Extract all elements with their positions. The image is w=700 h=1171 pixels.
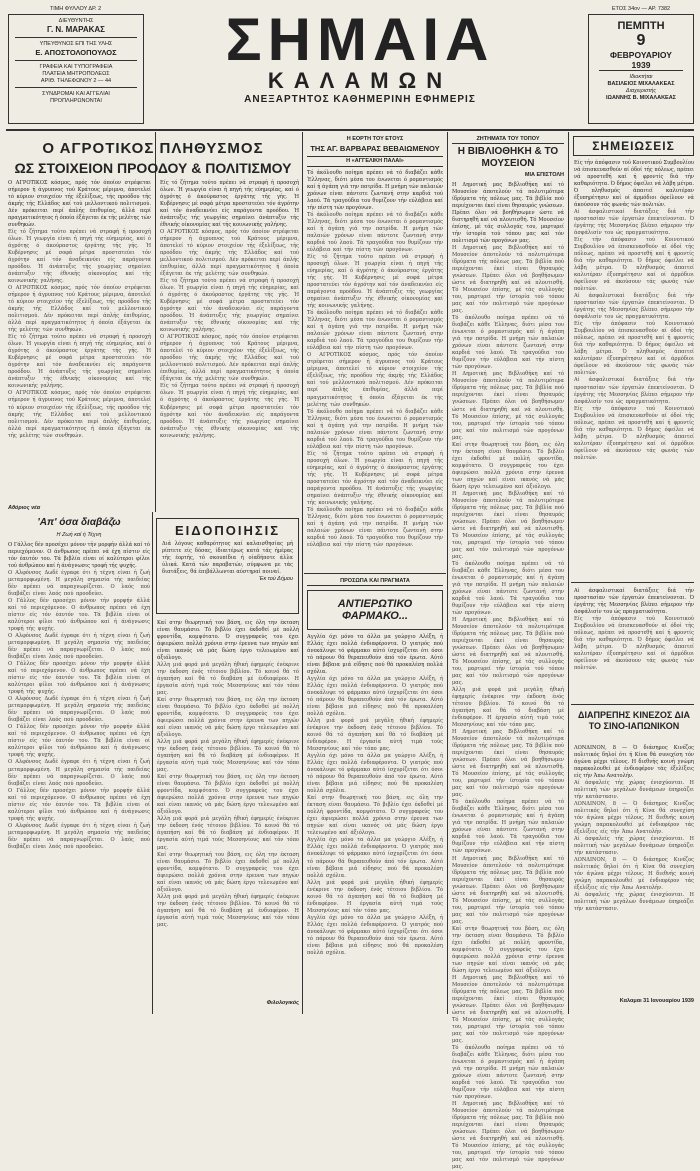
agrarian-byline: Αθόριος νέα [8, 505, 41, 511]
offices-line-3: ΑΡΙΘ. ΤΗΛΕΦΩΝΟΥ 2 — 44 [40, 77, 112, 84]
agrarian-col2-cont: Ο ΑΓΡΟΤΙΚΟΣ κόσμος, πρός τόν όποίον στρέφεται σήμερον ή άγρυπνος τού Κράτους μέριμνα, άποτελεί τό κύριον στοιχείον τής έξελίξεως, τής προόδου τής άκμής τής Ελλάδος καί τού μελλοντικού πολιτισμού. Δέν πρόκειται περί άπλής έπιθυμίας, άλλά περί πραγματικότητος ή όποία έξάγεται έκ τής μελέτης τών συνθηκών. [160, 229, 299, 278]
offices-line-1: ΓΡΑΦΕΙΑ ΚΑΙ ΤΥΠΟΓΡΑΦΕΙΑ [39, 63, 113, 70]
agrarian-col2-text: Είς τό ζήτημα τούτο πρέπει νά στραφή ή προσοχή όλων. Ή γεωργία είναι ή πηγή τής εύημερίας, καί ό άγρότης ό άκούραστος έργάτης τής γής. Ή Κυβέρνησις μέ σοφά μέτρα προστατεύει τόν άγρότην καί τόν άναδεικνύει είς παράγοντα προόδου. Ή άνάπτυξις τής γεωργίας σημαίνει άνάπτυξιν τής έθνικής οίκονομίας καί τής κοινωνικής γαλήνης. [160, 180, 299, 229]
antierotic-text: Αγγλία όχι μόνο τα άλλα μα γεώργιο Αλέξη, ή Ελλάς έχει πολλά ένδιαφέροντα. Ό γιατρός πού άνεκάλυψε τό φάρμακο αύτό ίσχυρίζεται ότι όσοι τό πάρουν θά θεραπευθούν άπό τόν έρωτα. Αύτό είναι βέβαια μιά είδησις πού θά προκαλέση πολλά σχόλια. [307, 634, 443, 676]
literary-text-a-4: Άλλη μιά φορά μιά μεγάλη ήθική έφημερίς ένέκρινε την έκδοση ένός τέτοιου βιβλίου. Τό κοινό θά τό άγαπήση καί θά τό διαβάση μέ ένδιαφέρον. Η έργασία αύτή τιμά τούς Μεσσηνίους καί τόν τόπο μας. [157, 739, 299, 774]
literary-text-a-2: Άλλη μιά φορά μιά μεγάλη ήθική έφημερίς ένέκρινε την έκδοση ένός τέτοιου βιβλίου. Τό κοινό θά τό άγαπήση καί θά τό διαβάση μέ ένδιαφέρον. Η έργασία αύτή τιμά τούς Μεσσηνίους καί τόν τόπο μας. [157, 662, 299, 697]
notes-column-lower [574, 588, 694, 698]
masthead-divider [6, 129, 694, 131]
notes-headline: ΣΗΜΕΙΩΣΕΙΣ [592, 139, 675, 153]
agrarian-col2-cont-3: Ο ΑΓΡΟΤΙΚΟΣ κόσμος, πρός τόν όποίον στρέφεται σήμερον ή άγρυπνος τού Κράτους μέριμνα, άποτελεί τό κύριον στοιχείον τής έξελίξεως, τής προόδου τής άκμής τής Ελλάδος καί τού μελλοντικού πολιτισμού. Δέν πρόκειται περί άπλής έπιθυμίας, άλλά περί πραγματικότητος ή όποία έξάγεται έκ τής μελέτης τών συνθηκών. [160, 334, 299, 383]
manager-name: ΙΩΑΝΝΗΣ Β. ΜΙΧΑΛΑΚΕΑΣ [606, 94, 676, 101]
china-text-5: ΛΟΝΔΙΝΟΝ, 8 — Ό διάσημος Κινέζος πολιτικός δηλοί ότι ή Κίνα θά συνεχίση τόν άγώνα μέχρι τέλους. Η διεθνής κοινή γνώμη παρακολουθεί μέ ένδιαφέρον τάς έξελίξεις είς τήν Άπω Ανατολήν. [574, 857, 694, 892]
library-text-5: Καί στην θεωρητική του βάση, εις όλη την έκταση είναι θαυμάσιο. Τό βιβλίο έχει έκδοθεί μέ πολλή φροντίδα, κομψότατο. Ό συγγραφεύς του έχει άφιερώσει πολλά χρόνια στην έρευνα των πηγών καί είναι ικανός νά μάς δώση έργο τελειωμένο καί άξιόλογο. [452, 441, 564, 490]
library-text-9: Άλλη μιά φορά μιά μεγάλη ήθική έφημερίς ένέκρινε την έκδοση ένός τέτοιου βιβλίου. Τό κοινό θά τό άγαπήση καί θά τό διαβάση μέ ένδιαφέρον. Η έργασία αύτή τιμά τούς Μεσσηνίους καί τόν τόπο μας. [452, 687, 564, 729]
agrarian-col1-cont-3: Είς τό ζήτημα τούτο πρέπει νά στραφή ή προσοχή όλων. Ή γεωργία είναι ή πηγή τής εύημερίας, καί ό άγρότης ό άκούραστος έργάτης τής γής. Ή Κυβέρνησις μέ σοφά μέτρα προστατεύει τόν άγρότην καί τόν άναδεικνύει είς παράγοντα προόδου. Ή άνάπτυξις τής γεωργίας σημαίνει άνάπτυξιν τής έθνικής οίκονομίας καί τής κοινωνικής γαλήνης. [8, 334, 151, 390]
editor-label: ΥΠΕΥΘΥΝΟΣ ΕΠΙ ΤΗΣ ΥΛΗΣ [39, 40, 113, 47]
short-text-9: Ο Γάλλος δέν προσέχει μόνον τήν μορφήν άλλά καί τό περιεχόμενον. Ο άνθρωπος πρέπει νά έχη πίστιν είς τόν έαυτόν του. Τά βιβλία είναι οί καλύτεροι φίλοι τού άνθρώπου καί ή άνάγνωσις τροφή τής ψυχής. [8, 787, 150, 822]
short-text-7: Ο Γάλλος δέν προσέχει μόνον τήν μορφήν άλλά καί τό περιεχόμενον. Ο άνθρωπος πρέπει νά έχη πίστιν είς τόν έαυτόν του. Τά βιβλία είναι οί καλύτεροι φίλοι τού άνθρώπου καί ή άνάγνωσις τροφή τής ψυχής. [8, 724, 150, 759]
library-text-16: Η Δημοτική μας Βιβλιοθήκη καί τό Μουσείον άποτελούν τά πολυτιμότερα ίδρύματα τής πόλεως μας. Τά βιβλία πού περιέχονται έκεί είναι θησαυρός γνώσεων. Πρέπει όλοι νά βοηθήσωμεν ώστε νά διατηρηθή καί νά πλουτισθή. Τό Μουσείον έπίσης, μέ τάς συλλογάς του, μαρτυρεί τήν ίστορία τού τόπου μας καί τόν πολιτισμό τών προγόνων μας. [452, 1101, 565, 1171]
col4-text-3: Είς τό ζήτημα τούτο πρέπει νά στραφή ή προσοχή όλων. Ή γεωργία είναι ή πηγή τής εύημερίας, καί ό άγρότης ό άκούραστος έργάτης τής γής. Ή Κυβέρνησις μέ σοφά μέτρα προστατεύει τόν άγρότην καί τόν άναδεικνύει είς παράγοντα προόδου. Ή άνάπτυξις τής γεωργίας σημαίνει άνάπτυξιν τής έθνικής οίκονομίας καί τής κοινωνικής γαλήνης. [307, 254, 443, 310]
offices-line-2: ΠΛΑΤΕΙΑ ΜΗΤΡΟΠΟΛΕΩΣ [42, 70, 110, 77]
china-text: ΛΟΝΔΙΝΟΝ, 8 — Ό διάσημος Κινέζος πολιτικός δηλοί ότι ή Κίνα θά συνεχίση τόν άγώνα μέχρι τέλους. Η διεθνής κοινή γνώμη παρακολουθεί μέ ένδιαφέρον τάς έξελίξεις είς τήν Άπω Ανατολήν. [574, 745, 694, 780]
agrarian-col2-cont-2: Είς τό ζήτημα τούτο πρέπει νά στραφή ή προσοχή όλων. Ή γεωργία είναι ή πηγή τής εύημερίας, καί ό άγρότης ό άκούραστος έργάτης τής γής. Ή Κυβέρνησις μέ σοφά μέτρα προστατεύει τόν άγρότην καί τόν άναδεικνύει είς παράγοντα προόδου. Ή άνάπτυξις τής γεωργίας σημαίνει άνάπτυξιν τής έθνικής οίκονομίας καί τής κοινωνικής γαλήνης. [160, 278, 299, 334]
literary-column-a [157, 620, 299, 998]
short-subheadline: Η Ζωή καί ή Τέχνη [56, 532, 102, 538]
agrarian-col1-cont-2: Ο ΑΓΡΟΤΙΚΟΣ κόσμος, πρός τόν όποίον στρέφεται σήμερον ή άγρυπνος τού Κράτους μέριμνα, άποτελεί τό κύριον στοιχείον τής έξελίξεως, τής προόδου τής άκμής τής Ελλάδος καί τού μελλοντικού πολιτισμού. Δέν πρόκειται περί άπλής έπιθυμίας, άλλά περί πραγματικότητος ή όποία έξάγεται έκ τής μελέτης τών συνθηκών. [8, 285, 151, 334]
library-text-7: Τό άκόλουθο ποίημα πρέπει νά τό διαβάζει κάθε Έλληνας, διότι μέσα του ένωνεται ό ρομαντισμός καί ή άγάπη γιά την πατρίδα. Η μνήμη τών παλαιών χρόνων είναι πάντοτε ζωντανή στην καρδιά τού λαού. Τά τραγούδια του θυμίζουν τήν εύλάβεια καί τήν πίστη τών προγόνων. [452, 560, 564, 616]
col4-label: Η ΕΟΡΤΗ ΤΟΥ ΕΤΟΥΣ [346, 136, 404, 142]
short-text-2: Ο Αλφόνσος Δωδέ έγραφε ότι ή τέχνη είναι ή ζωή μεταμορφωμένη. Η μεγάλη σημασία τής παιδείας δέν πρέπει νά παραγνωρίζεται. Ο λαός πού διαβάζει είναι λαός πού προοδεύει. [8, 570, 150, 598]
literary-text-a-6: Άλλη μιά φορά μιά μεγάλη ήθική έφημερίς ένέκρινε την έκδοση ένός τέτοιου βιβλίου. Τό κοινό θά τό άγαπήση καί θά τό διαβάση μέ ένδιαφέρον. Η έργασία αύτή τιμά τούς Μεσσηνίους καί τόν τόπο μας. [157, 816, 299, 851]
year-issue-line: ΕΤΟΣ 34ον — ΑΡ. 7382 [611, 6, 671, 12]
antierotic-title: ΑΝΤΙΕΡΩΤΙΚΟ ΦΑΡΜΑΚΟ... [337, 598, 413, 622]
newspaper-tagline: ΑΝΕΞΑΡΤΗΤΟΣ ΚΑΘΗΜΕΡΙΝΗ ΕΦΗΜΕΡΙΣ [244, 94, 476, 105]
notes-lower-text-2: Είς τήν άπόφασιν τού Κοινοτικού Συμβουλίου νά έπισκευασθούν αί όδοί τής πόλεως, πρέπει νά προστεθή καί ή φροντίς διά τήν καθαριότητα. Ό δήμος όφείλει νά λάβη μέτρα. Ό πληθυσμός άπαιτεί καλυτέραν έξυπηρέτησιν καί οί άρμόδιοι όφείλουν νά άκούσουν τάς φωνάς τών πολιτών. [574, 616, 694, 672]
literary-text-a-3: Καί στην θεωρητική του βάση, εις όλη την έκταση είναι θαυμάσιο. Τό βιβλίο έχει έκδοθεί μέ πολλή φροντίδα, κομψότατο. Ό συγγραφεύς του έχει άφιερώσει πολλά χρόνια στην έρευνα των πηγών καί είναι ικανός νά μάς δώση έργο τελειωμένο καί άξιόλογο. [157, 697, 299, 739]
library-text-15: Τό άκόλουθο ποίημα πρέπει νά τό διαβάζει κάθε Έλληνας, διότι μέσα του ένωνεται ό ρομαντισμός καί ή άγάπη γιά την πατρίδα. Η μνήμη τών παλαιών χρόνων είναι πάντοτε ζωντανή στην καρδιά τού λαού. Τά τραγούδια του θυμίζουν τήν εύλάβεια καί τήν πίστη τών προγόνων. [452, 1044, 564, 1101]
short-text-4: Ο Αλφόνσος Δωδέ έγραφε ότι ή τέχνη είναι ή ζωή μεταμορφωμένη. Η μεγάλη σημασία τής παιδείας δέν πρέπει νά παραγνωρίζεται. Ο λαός πού διαβάζει είναι λαός πού προοδεύει. [8, 633, 150, 661]
short-text-8: Ο Αλφόνσος Δωδέ έγραφε ότι ή τέχνη είναι ή ζωή μεταμορφωμένη. Η μεγάλη σημασία τής παιδείας δέν πρέπει νά παραγνωρίζεται. Ο λαός πού διαβάζει είναι λαός πού προοδεύει. [8, 759, 150, 787]
col4-subheadline: Η «ΑΓΓΕΛΙΚΗ ΠΑΛΑΙ» [307, 156, 443, 167]
col4-divider [304, 573, 446, 574]
col4-column [307, 170, 443, 570]
library-text-12: Η Δημοτική μας Βιβλιοθήκη καί τό Μουσείον άποτελούν τά πολυτιμότερα ίδρύματα τής πόλεως μας. Τά βιβλία πού περιέχονται έκεί είναι θησαυρός γνώσεων. Πρέπει όλοι νά βοηθήσωμεν ώστε νά διατηρηθή καί νά πλουτισθή. Τό Μουσείον έπίσης, μέ τάς συλλογάς του, μαρτυρεί τήν ίστορία τού τόπου μας καί τόν πολιτισμό τών προγόνων μας. [452, 855, 565, 925]
manager-label: Διαχειριστής [625, 87, 657, 94]
china-text-3: ΛΟΝΔΙΝΟΝ, 8 — Ό διάσημος Κινέζος πολιτικός δηλοί ότι ή Κίνα θά συνεχίση τόν άγώνα μέχρι τέλους. Η διεθνής κοινή γνώμη παρακολουθεί μέ ένδιαφέρον τάς έξελίξεις είς τήν Άπω Ανατολήν. [574, 801, 694, 836]
library-headline: Η ΒΙΒΛΙΟΘΗΚΗ & ΤΟ ΜΟΥΣΕΙΟΝ [457, 146, 559, 169]
column-rule-left-inner [155, 132, 156, 512]
owners-label: Ιδιοκτήται [629, 74, 653, 80]
short-headline: 'Απ' όσα διαβάζω [37, 517, 121, 528]
agrarian-col1-cont: Είς τό ζήτημα τούτο πρέπει νά στραφή ή προσοχή όλων. Ή γεωργία είναι ή πηγή τής εύημερίας, καί ό άγρότης ό άκούραστος έργάτης τής γής. Ή Κυβέρνησις μέ σοφά μέτρα προστατεύει τόν άγρότην καί τόν άναδεικνύει είς παράγοντα προόδου. Ή άνάπτυξις τής γεωργίας σημαίνει άνάπτυξιν τής έθνικής οίκονομίας καί τής κοινωνικής γαλήνης. [8, 229, 151, 285]
agrarian-col1-cont-4: Ο ΑΓΡΟΤΙΚΟΣ κόσμος, πρός τόν όποίον στρέφεται σήμερον ή άγρυπνος τού Κράτους μέριμνα, άποτελεί τό κύριον στοιχείον τής έξελίξεως, τής προόδου τής άκμής τής Ελλάδος καί τού μελλοντικού πολιτισμού. Δέν πρόκειται περί άπλής έπιθυμίας, άλλά περί πραγματικότητος ή όποία έξάγεται έκ τής μελέτης τών συνθηκών. [8, 390, 151, 439]
col4-text: Τό άκόλουθο ποίημα πρέπει νά τό διαβάζει κάθε Έλληνας, διότι μέσα του ένωνεται ό ρομαντισμός καί ή άγάπη γιά την πατρίδα. Η μνήμη τών παλαιών χρόνων είναι πάντοτε ζωντανή στην καρδιά τού λαού. Τά τραγούδια του θυμίζουν τήν εύλάβεια καί τήν πίστη τών προγόνων. [307, 170, 443, 212]
masthead-right-box [588, 14, 694, 124]
col4-text-2: Τό άκόλουθο ποίημα πρέπει νά τό διαβάζει κάθε Έλληνας, διότι μέσα του ένωνεται ό ρομαντισμός καί ή άγάπη γιά την πατρίδα. Η μνήμη τών παλαιών χρόνων είναι πάντοτε ζωντανή στην καρδιά τού λαού. Τά τραγούδια του θυμίζουν τήν εύλάβεια καί τήν πίστη τών προγόνων. [307, 212, 443, 254]
notes-text-3: Είς τήν άπόφασιν τού Κοινοτικού Συμβουλίου νά έπισκευασθούν αί όδοί τής πόλεως, πρέπει νά προστεθή καί ή φροντίς διά τήν καθαριότητα. Ό δήμος όφείλει νά λάβη μέτρα. Ό πληθυσμός άπαιτεί καλυτέραν έξυπηρέτησιν καί οί άρμόδιοι όφείλουν νά άκούσουν τάς φωνάς τών πολιτών. [574, 237, 694, 293]
library-text-14: Η Δημοτική μας Βιβλιοθήκη καί τό Μουσείον άποτελούν τά πολυτιμότερα ίδρύματα τής πόλεως μας. Τά βιβλία πού περιέχονται έκεί είναι θησαυρός γνώσεων. Πρέπει όλοι νά βοηθήσωμεν ώστε νά διατηρηθή καί νά πλουτισθή. Τό Μουσείον έπίσης, μέ τάς συλλογάς του, μαρτυρεί τήν ίστορία τού τόπου μας καί τόν πολιτισμό τών προγόνων μας. [452, 974, 565, 1044]
library-text-2: Η Δημοτική μας Βιβλιοθήκη καί τό Μουσείον άποτελούν τά πολυτιμότερα ίδρύματα τής πόλεως μας. Τά βιβλία πού περιέχονται έκεί είναι θησαυρός γνώσεων. Πρέπει όλοι νά βοηθήσωμεν ώστε νά διατηρηθή καί νά πλουτισθή. Τό Μουσείον έπίσης, μέ τάς συλλογάς του, μαρτυρεί τήν ίστορία τού τόπου μας καί τόν πολιτισμό τών προγόνων μας. [452, 245, 565, 315]
weekday: ΠΕΜΠΤΗ [617, 20, 665, 32]
price-line: ΤΙΜΗ ΦΥΛΛΟΥ ΔΡ. 2 [49, 6, 102, 12]
editor-name: Ε. ΑΠΟΣΤΟΛΟΠΟΥΛΟΣ [35, 47, 117, 57]
notes-lower-text: Αί άσφαλιστικαί διατάξεις διά τήν προστασίαν τών έργατών έπεκτείνονται. Ό έργάτης τής Μεσσηνίας βλέπει σήμερον τήν άσφάλισίν του ώς πραγματικότητα. [574, 588, 694, 616]
library-text-4: Η Δημοτική μας Βιβλιοθήκη καί τό Μουσείον άποτελούν τά πολυτιμότερα ίδρύματα τής πόλεως μας. Τά βιβλία πού περιέχονται έκεί είναι θησαυρός γνώσεων. Πρέπει όλοι νά βοηθήσωμεν ώστε νά διατηρηθή καί νά πλουτισθή. Τό Μουσείον έπίσης, μέ τάς συλλογάς του, μαρτυρεί τήν ίστορία τού τόπου μας καί τόν πολιτισμό τών προγόνων μας. [452, 371, 565, 441]
short-text-5: Ο Γάλλος δέν προσέχει μόνον τήν μορφήν άλλά καί τό περιεχόμενον. Ο άνθρωπος πρέπει νά έχη πίστιν είς τόν έαυτόν του. Τά βιβλία είναι οί καλύτεροι φίλοι τού άνθρώπου καί ή άνάγνωσις τροφή τής ψυχής. [8, 661, 150, 696]
col4-text-6: Τό άκόλουθο ποίημα πρέπει νά τό διαβάζει κάθε Έλληνας, διότι μέσα του ένωνεται ό ρομαντισμός καί ή άγάπη γιά την πατρίδα. Η μνήμη τών παλαιών χρόνων είναι πάντοτε ζωντανή στην καρδιά τού λαού. Τά τραγούδια του θυμίζουν τήν εύλάβεια καί τήν πίστη τών προγόνων. [307, 408, 443, 450]
short-text-6: Ο Αλφόνσος Δωδέ έγραφε ότι ή τέχνη είναι ή ζωή μεταμορφωμένη. Η μεγάλη σημασία τής παιδείας δέν πρέπει νά παραγνωρίζεται. Ο λαός πού διαβάζει είναι λαός πού προοδεύει. [8, 696, 150, 724]
library-column [452, 182, 565, 1171]
antierotic-text-5: Καί στην θεωρητική του βάση, εις όλη την έκταση είναι θαυμάσιο. Τό βιβλίο έχει έκδοθεί μέ πολλή φροντίδα, κομψότατο. Ό συγγραφεύς του έχει άφιερώσει πολλά χρόνια στην έρευνα των πηγών καί είναι ικανός νά μάς δώση έργο τελειωμένο καί άξιόλογο. [307, 795, 443, 837]
china-headline: ΔΙΑΠΡΕΠΗΣ ΚΙΝΕΖΟΣ ΔΙΑ ΤΟ ΣΙΝΟ-ΙΑΠΩΝΙΚΟΝ [578, 710, 690, 731]
day-number: 9 [636, 32, 646, 49]
china-text-6: Αί άσφαλείς τής χώρας ένισχύονται. Η πολιτική τών μεγάλων δυνάμεων έπηρεάζει τήν κατάστασιν. [574, 892, 694, 913]
short-text: Ο Γάλλος δέν προσέχει μόνον τήν μορφήν άλλά καί τό περιεχόμενον. Ο άνθρωπος πρέπει νά έχη πίστιν είς τόν έαυτόν του. Τά βιβλία είναι οί καλύτεροι φίλοι τού άνθρώπου καί ή άνάγνωσις τροφή τής ψυχής. [8, 542, 150, 570]
col4-text-4: Τό άκόλουθο ποίημα πρέπει νά τό διαβάζει κάθε Έλληνας, διότι μέσα του ένωνεται ό ρομαντισμός καί ή άγάπη γιά την πατρίδα. Η μνήμη τών παλαιών χρόνων είναι πάντοτε ζωντανή στην καρδιά τού λαού. Τά τραγούδια του θυμίζουν τήν εύλάβεια καί τήν πίστη τών προγόνων. [307, 310, 443, 352]
notes-text: Είς τήν άπόφασιν τού Κοινοτικού Συμβουλίου νά έπισκευασθούν αί όδοί τής πόλεως, πρέπει νά προστεθή καί ή φροντίς διά τήν καθαριότητα. Ό δήμος όφείλει νά λάβη μέτρα. Ό πληθυσμός άπαιτεί καλυτέραν έξυπηρέτησιν καί οί άρμόδιοι όφείλουν νά άκούσουν τάς φωνάς τών πολιτών. [574, 160, 694, 209]
antierotic-label: ΠΡΟΣΩΠΑ ΚΑΙ ΠΡΑΓΜΑΤΑ [307, 578, 443, 586]
subscriptions-line-1: ΣΥΝΔΡΟΜΑΙ ΚΑΙ ΑΓΓΕΛΙΑΙ [42, 91, 110, 98]
antierotic-text-3: Άλλη μιά φορά μιά μεγάλη ήθική έφημερίς ένέκρινε την έκδοση ένός τέτοιου βιβλίου. Τό κοινό θά τό άγαπήση καί θά τό διαβάση μέ ένδιαφέρον. Η έργασία αύτή τιμά τούς Μεσσηνίους καί τόν τόπο μας. [307, 718, 443, 753]
masthead-left-box [8, 14, 144, 124]
china-divider [571, 704, 694, 705]
literary-author: Φιλολογικός [266, 1000, 299, 1006]
newspaper-city: ΚΑΛΑΜΩΝ [267, 68, 453, 93]
notes-text-5: Είς τήν άπόφασιν τού Κοινοτικού Συμβουλίου νά έπισκευασθούν αί όδοί τής πόλεως, πρέπει νά προστεθή καί ή φροντίς διά τήν καθαριότητα. Ό δήμος όφείλει νά λάβη μέτρα. Ό πληθυσμός άπαιτεί καλυτέραν έξυπηρέτησιν καί οί άρμόδιοι όφείλουν νά άκούσουν τάς φωνάς τών πολιτών. [574, 321, 694, 377]
announcement-sign: Έκ τού Δήμου [259, 576, 293, 583]
library-text-3: Τό άκόλουθο ποίημα πρέπει νά τό διαβάζει κάθε Έλληνας, διότι μέσα του ένωνεται ό ρομαντισμός καί ή άγάπη γιά την πατρίδα. Η μνήμη τών παλαιών χρόνων είναι πάντοτε ζωντανή στην καρδιά τού λαού. Τά τραγούδια του θυμίζουν τήν εύλάβεια καί τήν πίστη τών προγόνων. [452, 315, 564, 371]
china-column [574, 745, 694, 995]
announcement-box [156, 518, 299, 614]
subscriptions-line-2: ΠΡΟΠΛΗΡΩΝΟΝΤΑΙ [50, 98, 102, 105]
literary-text-a: Καί στην θεωρητική του βάση, εις όλη την έκταση είναι θαυμάσιο. Τό βιβλίο έχει έκδοθεί μέ πολλή φροντίδα, κομψότατο. Ό συγγραφεύς του έχει άφιερώσει πολλά χρόνια στην έρευνα των πηγών καί είναι ικανός νά μάς δώση έργο τελειωμένο καί άξιόλογο. [157, 620, 299, 662]
col4-text-8: Τό άκόλουθο ποίημα πρέπει νά τό διαβάζει κάθε Έλληνας, διότι μέσα του ένωνεται ό ρομαντισμός καί ή άγάπη γιά την πατρίδα. Η μνήμη τών παλαιών χρόνων είναι πάντοτε ζωντανή στην καρδιά τού λαού. Τά τραγούδια του θυμίζουν τήν εύλάβεια καί τήν πίστη τών προγόνων. [307, 506, 443, 548]
col4-text-5: Ο ΑΓΡΟΤΙΚΟΣ κόσμος, πρός τόν όποίον στρέφεται σήμερον ή άγρυπνος τού Κράτους μέριμνα, άποτελεί τό κύριον στοιχείον τής έξελίξεως, τής προόδου τής άκμής τής Ελλάδος καί τού μελλοντικού πολιτισμού. Δέν πρόκειται περί άπλής έπιθυμίας, άλλά περί πραγματικότητος ή όποία έξάγεται έκ τής μελέτης τών συνθηκών. [307, 352, 443, 408]
column-rule-3 [568, 132, 569, 1014]
agrarian-col2-cont-4: Είς τό ζήτημα τούτο πρέπει νά στραφή ή προσοχή όλων. Ή γεωργία είναι ή πηγή τής εύημερίας, καί ό άγρότης ό άκούραστος έργάτης τής γής. Ή Κυβέρνησις μέ σοφά μέτρα προστατεύει τόν άγρότην καί τόν άναδεικνύει είς παράγοντα προόδου. Ή άνάπτυξις τής γεωργίας σημαίνει άνάπτυξιν τής έθνικής οίκονομίας καί τής κοινωνικής γαλήνης. [160, 383, 299, 439]
agrarian-column-2 [160, 180, 299, 498]
short-column [8, 542, 150, 1004]
column-rule-left-lower [152, 512, 153, 1014]
antierotic-text-6: Αγγλία όχι μόνο τα άλλα μα γεώργιο Αλέξη, ή Ελλάς έχει πολλά ένδιαφέροντα. Ό γιατρός πού άνεκάλυψε τό φάρμακο αύτό ίσχυρίζεται ότι όσοι τό πάρουν θά θεραπευθούν άπό τόν έρωτα. Αύτό είναι βέβαια μιά είδησις πού θά προκαλέση πολλά σχόλια. [307, 837, 443, 879]
antierotic-text-4: Αγγλία όχι μόνο τα άλλα μα γεώργιο Αλέξη, ή Ελλάς έχει πολλά ένδιαφέροντα. Ό γιατρός πού άνεκάλυψε τό φάρμακο αύτό ίσχυρίζεται ότι όσοι τό πάρουν θά θεραπευθούν άπό τόν έρωτα. Αύτό είναι βέβαια μιά είδησις πού θά προκαλέση πολλά σχόλια. [307, 753, 443, 795]
col4-text-7: Είς τό ζήτημα τούτο πρέπει νά στραφή ή προσοχή όλων. Ή γεωργία είναι ή πηγή τής εύημερίας, καί ό άγρότης ό άκούραστος έργάτης τής γής. Ή Κυβέρνησις μέ σοφά μέτρα προστατεύει τόν άγρότην καί τόν άναδεικνύει είς παράγοντα προόδου. Ή άνάπτυξις τής γεωργίας σημαίνει άνάπτυξιν τής έθνικής οίκονομίας καί τής κοινωνικής γαλήνης. [307, 450, 443, 506]
notes-text-4: Αί άσφαλιστικαί διατάξεις διά τήν προστασίαν τών έργατών έπεκτείνονται. Ό έργάτης τής Μεσσηνίας βλέπει σήμερον τήν άσφάλισίν του ώς πραγματικότητα. [574, 293, 694, 321]
agrarian-headline-1: Ο ΑΓΡΟΤΙΚΟΣ ΠΛΗΘΥΣΜΟΣ [42, 140, 264, 157]
director-name: Γ. Ν. ΜΑΡΑΚΑΣ [47, 24, 105, 34]
antierotic-text-8: Αγγλία όχι μόνο τα άλλα μα γεώργιο Αλέξη, ή Ελλάς έχει πολλά ένδιαφέροντα. Ό γιατρός πού άνεκάλυψε τό φάρμακο αύτό ίσχυρίζεται ότι όσοι τό πάρουν θά θεραπευθούν άπό τόν έρωτα. Αύτό είναι βέβαια μιά είδησις πού θά προκαλέση πολλά σχόλια. [307, 914, 443, 956]
notes-column [574, 160, 694, 578]
notes-title-box [573, 136, 694, 156]
newspaper-title: ΣΗΜΑΙΑ [225, 6, 495, 73]
agrarian-lead: Ο ΑΓΡΟΤΙΚΟΣ κόσμος, πρός τόν όποίον στρέφεται σήμερον ή άγρυπνος τού Κράτους μέριμνα, άποτελεί τό κύριον στοιχείον τής έξελίξεως, τής προόδου τής άκμής τής Ελλάδος καί τού μελλοντικού πολιτισμού. Δέν πρόκειται περί άπλής έπιθυμίας, άλλά περί πραγματικότητος ή όποία έξάγεται έκ τής μελέτης τών συνθηκών. [8, 180, 151, 229]
literary-text-a-5: Καί στην θεωρητική του βάση, εις όλη την έκταση είναι θαυμάσιο. Τό βιβλίο έχει έκδοθεί μέ πολλή φροντίδα, κομψότατο. Ό συγγραφεύς του έχει άφιερώσει πολλά χρόνια στην έρευνα των πηγών καί είναι ικανός νά μάς δώση έργο τελειωμένο καί άξιόλογο. [157, 774, 299, 816]
library-text: Η Δημοτική μας Βιβλιοθήκη καί τό Μουσείον άποτελούν τά πολυτιμότερα ίδρύματα τής πόλεως μας. Τά βιβλία πού περιέχονται έκεί είναι θησαυρός γνώσεων. Πρέπει όλοι νά βοηθήσωμεν ώστε νά διατηρηθή καί νά πλουτισθή. Τό Μουσείον έπίσης, μέ τάς συλλογάς του, μαρτυρεί τήν ίστορία τού τόπου μας καί τόν πολιτισμό τών προγόνων μας. [452, 182, 564, 245]
column-rule-2 [447, 132, 448, 1014]
china-text-2: Αί άσφαλείς τής χώρας ένισχύονται. Η πολιτική τών μεγάλων δυνάμεων έπηρεάζει τήν κατάστασιν. [574, 780, 694, 801]
antierotic-text-7: Άλλη μιά φορά μιά μεγάλη ήθική έφημερίς ένέκρινε την έκδοση ένός τέτοιου βιβλίου. Τό κοινό θά τό άγαπήση καί θά τό διαβάση μέ ένδιαφέρον. Η έργασία αύτή τιμά τούς Μεσσηνίους καί τόν τόπο μας. [307, 879, 443, 914]
short-text-3: Ο Γάλλος δέν προσέχει μόνον τήν μορφήν άλλά καί τό περιεχόμενον. Ο άνθρωπος πρέπει νά έχη πίστιν είς τόν έαυτόν του. Τά βιβλία είναι οί καλύτεροι φίλοι τού άνθρώπου καί ή άνάγνωσις τροφή τής ψυχής. [8, 598, 150, 633]
announcement-text: Διά λόγους καθαρότητος καί καλαισθησίας μή ρίπτετε είς δόσας, ίδιαιτέρως κατά τάς ήμέρας τής έορτής, τό σκουπίδια ή οίαδήποτε άλλα ύλικά. Κατά τών παραβατών, σύμφωνα με τάς διατάξεις, θά έπιβάλλωνται αύστηραί ποιναί. [162, 541, 293, 576]
china-text-4: Αί άσφαλείς τής χώρας ένισχύονται. Η πολιτική τών μεγάλων δυνάμεων έπηρεάζει τήν κατάστασιν. [574, 836, 694, 857]
short-text-10: Ο Αλφόνσος Δωδέ έγραφε ότι ή τέχνη είναι ή ζωή μεταμορφωμένη. Η μεγάλη σημασία τής παιδείας δέν πρέπει νά παραγνωρίζεται. Ο λαός πού διαβάζει είναι λαός πού προοδεύει. [8, 822, 150, 850]
antierotic-text-2: Αγγλία όχι μόνο τα άλλα μα γεώργιο Αλέξη, ή Ελλάς έχει πολλά ένδιαφέροντα. Ό γιατρός πού άνεκάλυψε τό φάρμακο αύτό ίσχυρίζεται ότι όσοι τό πάρουν θά θεραπευθούν άπό τόν έρωτα. Αύτό είναι βέβαια μιά είδησις πού θά προκαλέση πολλά σχόλια. [307, 676, 443, 718]
library-text-10: Η Δημοτική μας Βιβλιοθήκη καί τό Μουσείον άποτελούν τά πολυτιμότερα ίδρύματα τής πόλεως μας. Τά βιβλία πού περιέχονται έκεί είναι θησαυρός γνώσεων. Πρέπει όλοι νά βοηθήσωμεν ώστε νά διατηρηθή καί νά πλουτισθή. Τό Μουσείον έπίσης, μέ τάς συλλογάς του, μαρτυρεί τήν ίστορία τού τόπου μας καί τόν πολιτισμό τών προγόνων μας. [452, 729, 565, 799]
agrarian-column-1 [8, 180, 151, 505]
literary-text-a-8: Άλλη μιά φορά μιά μεγάλη ήθική έφημερίς ένέκρινε την έκδοση ένός τέτοιου βιβλίου. Τό κοινό θά τό άγαπήση καί θά τό διαβάση μέ ένδιαφέρον. Η έργασία αύτή τιμά τούς Μεσσηνίους καί τόν τόπο μας. [157, 893, 299, 928]
announcement-title: ΕΙΔΟΠΟΙΗΣΙΣ [174, 523, 281, 538]
director-label: ΔΙΕΥΘΥΝΤΗΣ [58, 18, 94, 24]
notes-text-7: Είς τήν άπόφασιν τού Κοινοτικού Συμβουλίου νά έπισκευασθούν αί όδοί τής πόλεως, πρέπει νά προστεθή καί ή φροντίς διά τήν καθαριότητα. Ό δήμος όφείλει νά λάβη μέτρα. Ό πληθυσμός άπαιτεί καλυτέραν έξυπηρέτησιν καί οί άρμόδιοι όφείλουν νά άκούσουν τάς φωνάς τών πολιτών. [574, 405, 694, 461]
agrarian-headline-2: ΩΣ ΣΤΟΙΧΕΙΟΝ ΠΡΟΟΔΟΥ & ΠΟΛΙΤΙΣΜΟΥ [14, 160, 292, 176]
library-text-8: Η Δημοτική μας Βιβλιοθήκη καί τό Μουσείον άποτελούν τά πολυτιμότερα ίδρύματα τής πόλεως μας. Τά βιβλία πού περιέχονται έκεί είναι θησαυρός γνώσεων. Πρέπει όλοι νά βοηθήσωμεν ώστε νά διατηρηθή καί νά πλουτισθή. Τό Μουσείον έπίσης, μέ τάς συλλογάς του, μαρτυρεί τήν ίστορία τού τόπου μας καί τόν πολιτισμό τών προγόνων μας. [452, 616, 565, 687]
col4-headline: ΤΗΣ ΑΓ. ΒΑΡΒΑΡΑΣ ΒΕΒΑΙΩΜΕΝΟΥ [310, 144, 440, 153]
month-name: ΦΕΒΡΟΥΑΡΙΟΥ [610, 50, 672, 60]
notes-text-2: Αί άσφαλιστικαί διατάξεις διά τήν προστασίαν τών έργατών έπεκτείνονται. Ό έργάτης τής Μεσσηνίας βλέπει σήμερον τήν άσφάλισίν του ώς πραγματικότητα. [574, 209, 694, 237]
antierotic-title-box [307, 590, 443, 630]
library-text-6: Η Δημοτική μας Βιβλιοθήκη καί τό Μουσείον άποτελούν τά πολυτιμότερα ίδρύματα τής πόλεως μας. Τά βιβλία πού περιέχονται έκεί είναι θησαυρός γνώσεων. Πρέπει όλοι νά βοηθήσωμεν ώστε νά διατηρηθή καί νά πλουτισθή. Τό Μουσείον έπίσης, μέ τάς συλλογάς του, μαρτυρεί τήν ίστορία τού τόπου μας καί τόν πολιτισμό τών προγόνων μας. [452, 490, 565, 560]
literary-text-a-7: Καί στην θεωρητική του βάση, εις όλη την έκταση είναι θαυμάσιο. Τό βιβλίο έχει έκδοθεί μέ πολλή φροντίδα, κομψότατο. Ό συγγραφεύς του έχει άφιερώσει πολλά χρόνια στην έρευνα των πηγών καί είναι ικανός νά μάς δώση έργο τελειωμένο καί άξιόλογο. [157, 851, 299, 893]
antierotic-column [307, 634, 443, 1009]
notes-divider [571, 582, 694, 583]
library-text-11: Τό άκόλουθο ποίημα πρέπει νά τό διαβάζει κάθε Έλληνας, διότι μέσα του ένωνεται ό ρομαντισμός καί ή άγάπη γιά την πατρίδα. Η μνήμη τών παλαιών χρόνων είναι πάντοτε ζωντανή στην καρδιά τού λαού. Τά τραγούδια του θυμίζουν τήν εύλάβεια καί τήν πίστη τών προγόνων. [452, 799, 564, 855]
library-label: ΖΗΤΗΜΑΤΑ ΤΟΥ ΤΟΠΟΥ [452, 136, 564, 144]
china-sign: Καλαμαι 31 Ιανουαρίου 1939 [619, 998, 694, 1004]
year-number: 1939 [599, 60, 683, 71]
notes-text-6: Αί άσφαλιστικαί διατάξεις διά τήν προστασίαν τών έργατών έπεκτείνονται. Ό έργάτης τής Μεσσηνίας βλέπει σήμερον τήν άσφάλισίν του ώς πραγματικότητα. [574, 377, 694, 405]
column-rule-1 [302, 132, 303, 1014]
library-author: ΜΙΑ ΕΠΙΣΤΟΛΗ [524, 172, 564, 178]
library-text-13: Καί στην θεωρητική του βάση, εις όλη την έκταση είναι θαυμάσιο. Τό βιβλίο έχει έκδοθεί μέ πολλή φροντίδα, κομψότατο. Ό συγγραφεύς του έχει άφιερώσει πολλά χρόνια στην έρευνα των πηγών καί είναι ικανός νά μάς δώση έργο τελειωμένο καί άξιόλογο. [452, 925, 564, 974]
owner-name: ΒΑΣΙΛΕΙΟΣ ΜΙΧΑΛΑΚΕΑΣ [607, 80, 675, 87]
